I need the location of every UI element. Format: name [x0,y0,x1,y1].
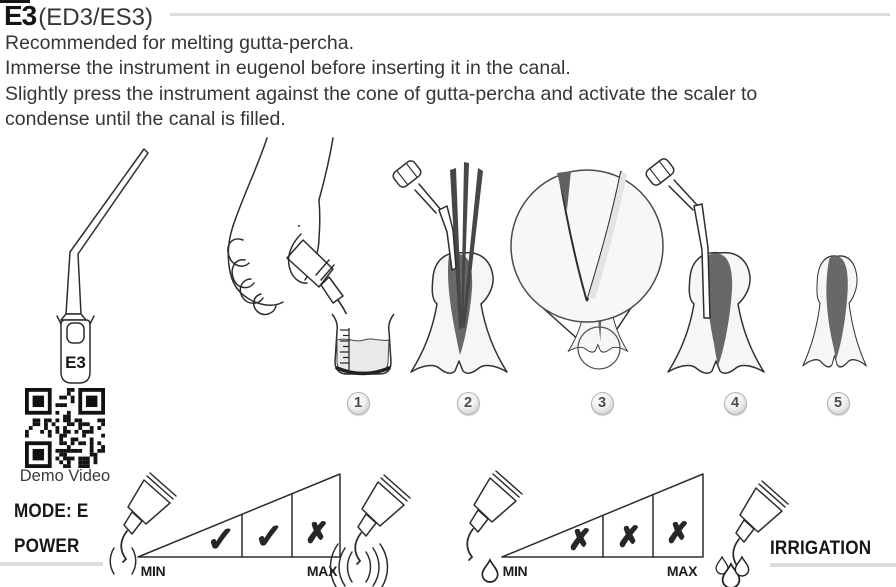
irrigation-cell-mark: ✗ [568,524,592,556]
tip-wrench-end [644,157,676,187]
tip-e3-illustration [18,136,158,388]
eugenol-liquid [337,339,389,372]
step1-dip-in-eugenol-illustration [183,138,398,393]
irrigation-label: IRRIGATION [770,538,872,559]
water-drop-icon [482,560,497,582]
power-scale-triangle [138,474,340,560]
scaler-tip-icon [467,471,522,560]
model-name: E3 [4,0,37,31]
power-max-label: MAX [306,563,338,579]
description-line: condense until the canal is filled. [5,108,286,131]
description-line: Recommended for melting gutta-percha. [5,32,355,54]
irrigation-cell-mark: ✗ [666,517,690,549]
power-cell-mark: ✓ [254,517,284,557]
description-line: Immerse the instrument in eugenol before inserting it in the canal. [5,57,571,80]
step-number: 2 [463,395,473,411]
power-cell-mark: ✓ [206,520,236,560]
irrigation-min-label: MIN [502,563,528,579]
irrigation-divider [770,563,896,567]
tip-engraved-label: E3 [65,353,86,372]
step5-canal-filled-illustration [786,204,896,394]
demo-video-caption[interactable]: Demo Video [19,467,111,485]
step-badge [827,392,850,415]
step-number: 4 [730,395,740,411]
description [5,31,877,133]
water-drops-icon [716,557,749,587]
power-label: POWER [14,536,80,557]
scaler-tip-icon [355,475,410,564]
step-number: 1 [353,395,363,411]
step-badge [457,392,480,415]
irrigation-max-label: MAX [666,563,698,579]
model-variants: (ED3/ES3) [38,4,153,31]
qr-code[interactable] [25,388,105,468]
header-divider [170,13,890,16]
power-divider [0,562,103,566]
power-min-label: MIN [140,563,166,579]
tip-base-window [67,323,84,343]
step-number: 3 [597,395,607,411]
power-diagram [100,462,450,587]
power-cell-mark: ✗ [305,517,329,549]
tip-wrench-end [391,159,423,189]
page-title [4,2,153,34]
tip-needle [66,149,148,314]
step-badge [591,392,614,415]
mode-label: MODE: E [14,501,89,522]
step4-activate-scaler-illustration [648,160,793,392]
irrigation-diagram [450,462,896,587]
step-badge [347,392,370,415]
irrigation-cell-mark: ✗ [617,521,641,553]
step3-condense-detail-illustration [505,164,665,396]
step-number: 5 [833,395,843,411]
description-line: Slightly press the instrument against the cone of gutta-percha and activate the scaler to [5,82,758,105]
step-badge [724,392,747,415]
